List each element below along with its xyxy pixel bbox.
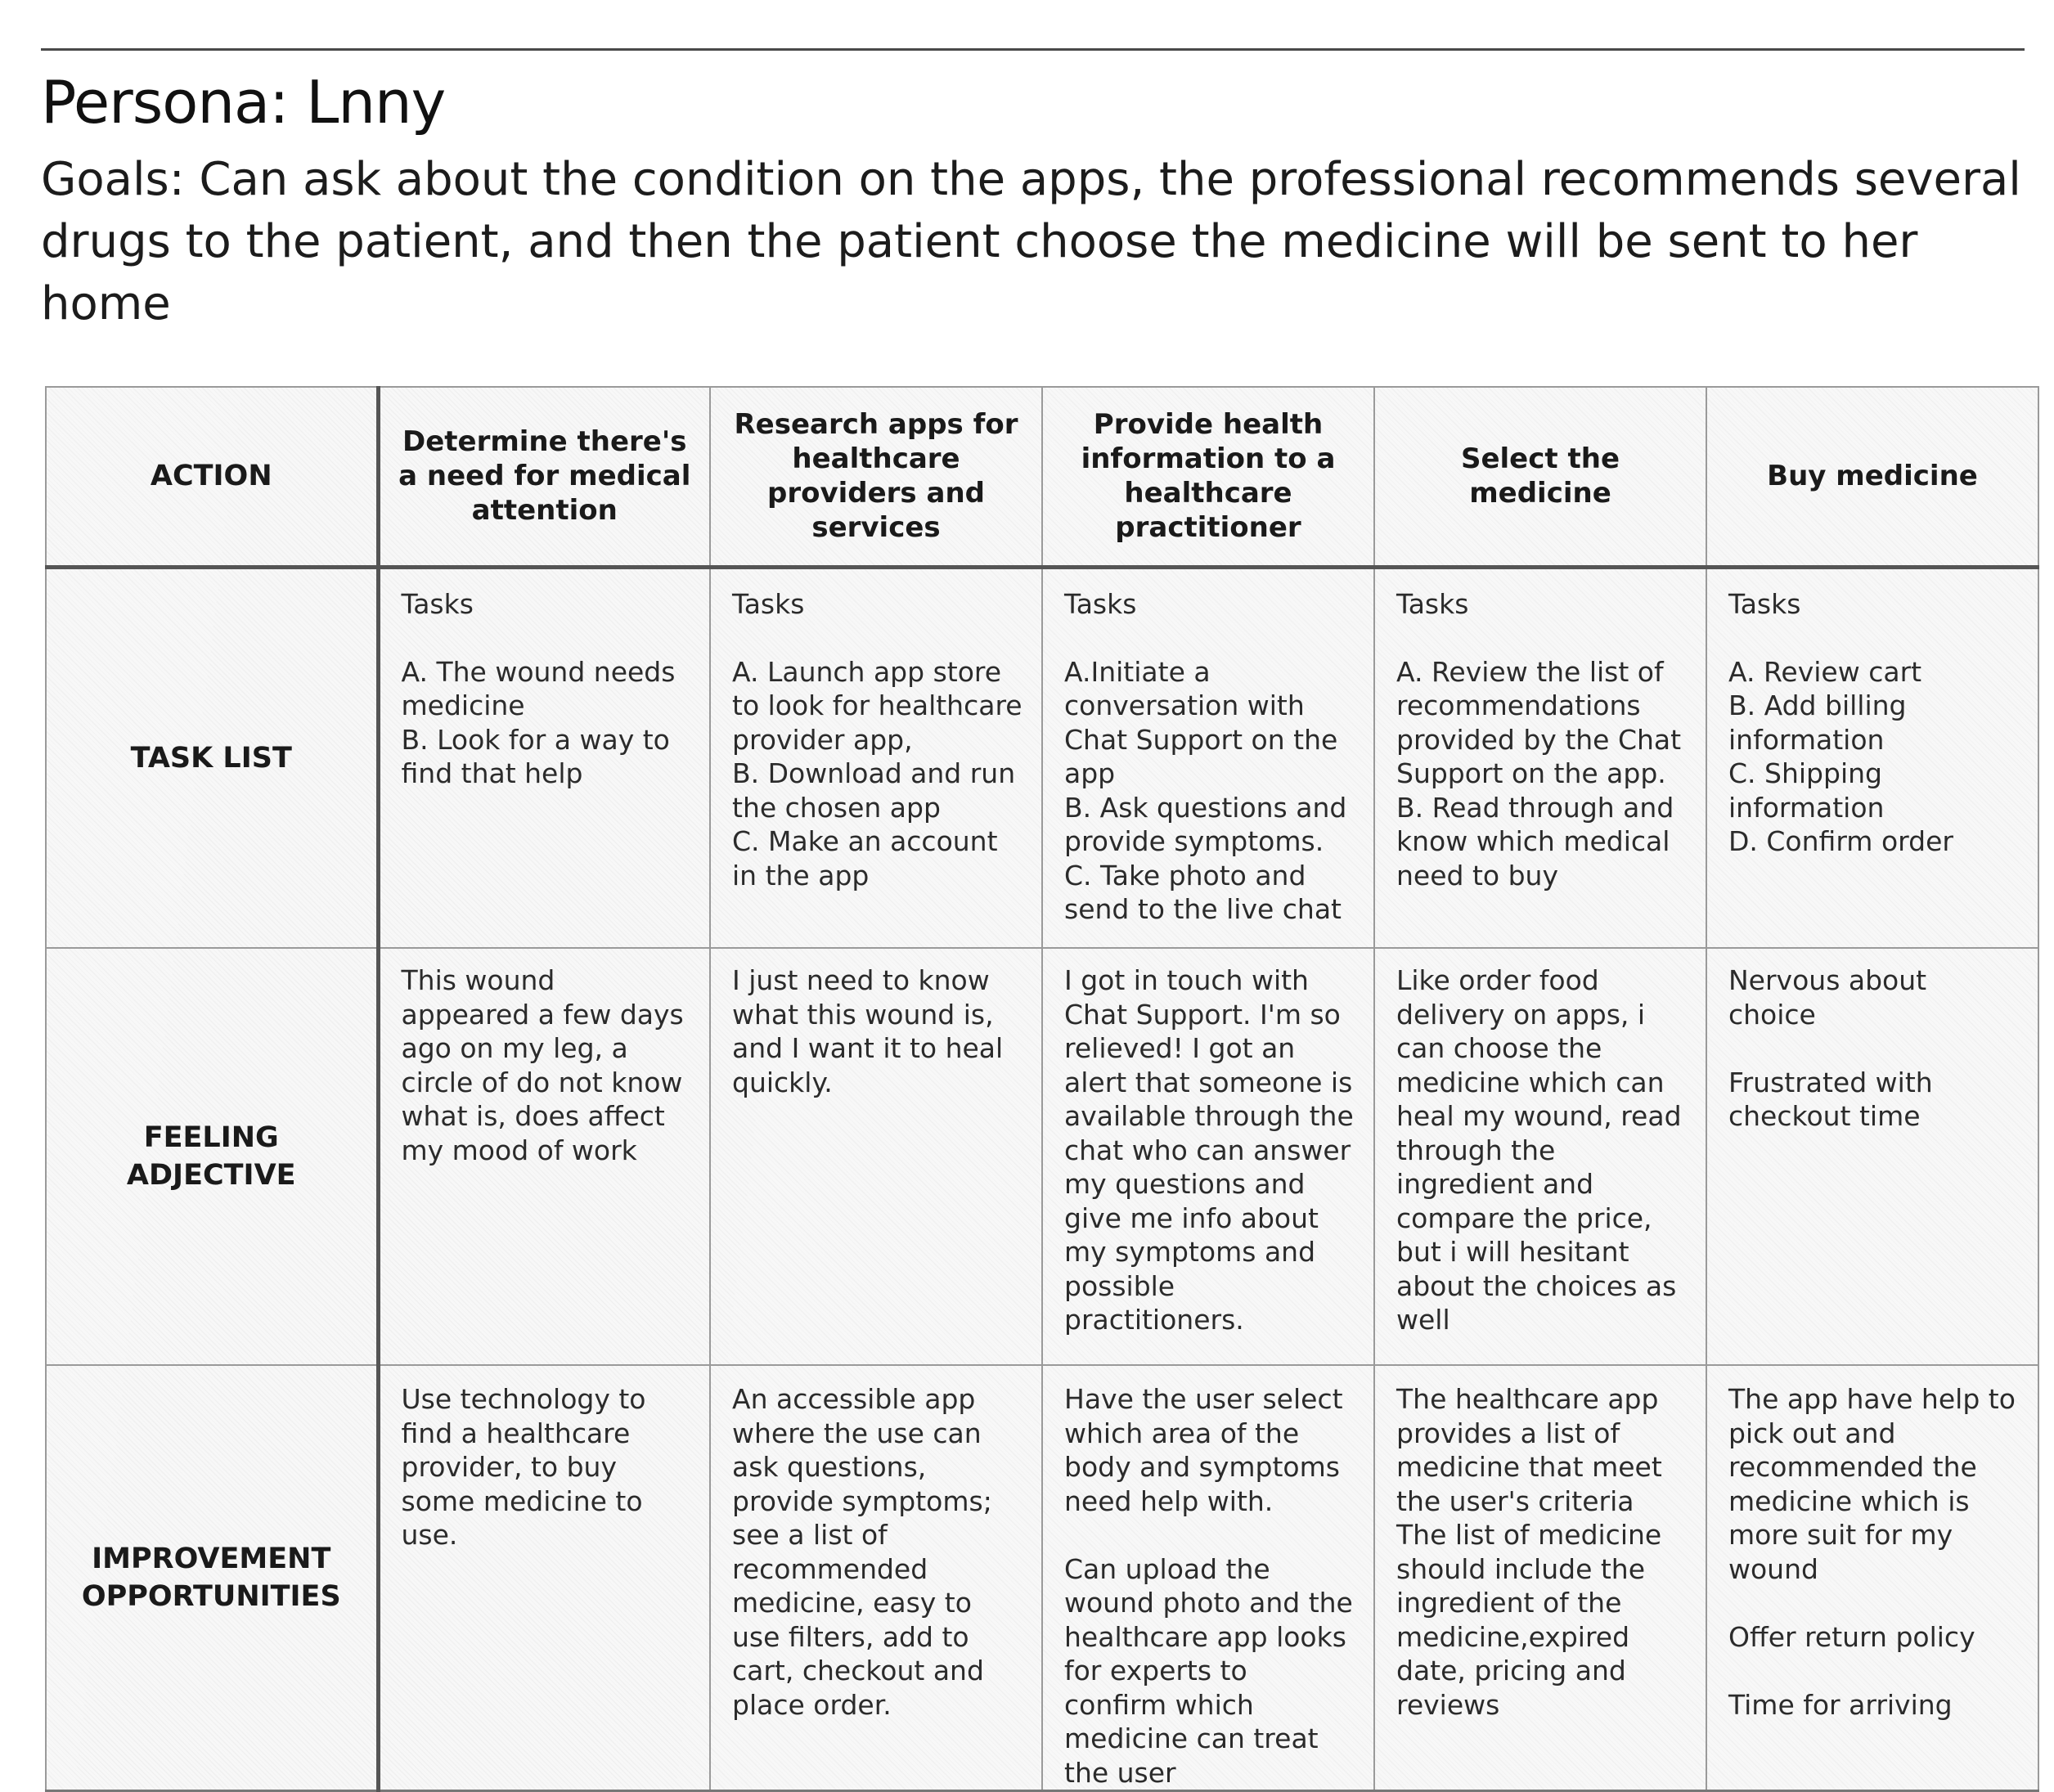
column-header bbox=[710, 387, 1042, 567]
feeling-adjective-label: FEELING ADJECTIVE bbox=[126, 1121, 296, 1192]
column-header-label: Research apps for healthcare providers and services bbox=[734, 408, 1018, 545]
persona-title: Persona: Lnny bbox=[41, 68, 446, 137]
row-header-cell bbox=[46, 1365, 378, 1791]
task-list-row bbox=[46, 567, 2038, 948]
table-cell bbox=[1706, 1365, 2038, 1791]
improvement-opportunities-row bbox=[46, 1365, 2038, 1791]
improvement-opportunities-label: IMPROVEMENT OPPORTUNITIES bbox=[81, 1543, 341, 1613]
cell-text: An accessible app where the use can ask questions, provide symptoms; see a list of recommended medicine, easy to use filters, add to cart, checkout and place order. bbox=[732, 1383, 992, 1721]
cell-text: Tasks A. Review cart B. Add billing information C. Shipping information D. Confirm order bbox=[1728, 587, 1953, 857]
table-cell bbox=[1374, 948, 1706, 1365]
action-label: ACTION bbox=[150, 460, 272, 493]
column-header bbox=[1042, 387, 1374, 567]
table-cell bbox=[710, 1365, 1042, 1791]
table-cell bbox=[1042, 1365, 1374, 1791]
table-cell bbox=[1374, 1365, 1706, 1791]
cell-text: Tasks A. The wound needs medicine B. Look for a way to find that help bbox=[401, 587, 676, 789]
table-cell bbox=[1706, 567, 2038, 948]
cell-text: Nervous about choice Frustrated with checkout time bbox=[1728, 964, 1933, 1132]
cell-text: Tasks A. Launch app store to look for healthcare provider app, B. Download and run the chosen app C. Make an account in the app bbox=[732, 587, 1023, 892]
row-header-cell bbox=[46, 567, 378, 948]
task-list-label: TASK LIST bbox=[130, 741, 292, 775]
cell-text: The healthcare app provides a list of medicine that meet the user's criteria The list of medicine should include the ingredient of the medicine,expired date, pricing and reviews bbox=[1396, 1383, 1662, 1721]
column-header bbox=[378, 387, 710, 567]
cell-text: Like order food delivery on apps, i can choose the medicine which can heal my wound, read through the ingredient and compare the price, but i will hesitant about the choices as well bbox=[1396, 964, 1682, 1336]
row-header-cell bbox=[46, 948, 378, 1365]
column-header bbox=[1706, 387, 2038, 567]
cell-text: Use technology to find a healthcare provider, to buy some medicine to use. bbox=[401, 1383, 646, 1551]
column-header-label: Buy medicine bbox=[1767, 460, 1978, 493]
table-cell bbox=[378, 1365, 710, 1791]
table-cell bbox=[1374, 567, 1706, 948]
journey-map-table bbox=[45, 386, 2039, 1792]
column-header-label: Determine there's a need for medical attention bbox=[398, 425, 691, 528]
cell-text: Tasks A.Initiate a conversation with Chat Support on the app B. Ask questions and provide symptoms. C. Take photo and send to the live chat bbox=[1064, 587, 1347, 925]
cell-text: This wound appeared a few days ago on my leg, a circle of do not know what is, does affect my mood of work bbox=[401, 964, 684, 1166]
table-cell bbox=[378, 567, 710, 948]
column-header-label: Provide health information to a healthcare practitioner bbox=[1081, 408, 1336, 545]
table-cell bbox=[710, 567, 1042, 948]
feeling-adjective-row bbox=[46, 948, 2038, 1365]
column-header bbox=[1374, 387, 1706, 567]
action-header-cell bbox=[46, 387, 378, 567]
table-cell bbox=[1042, 948, 1374, 1365]
table-cell bbox=[710, 948, 1042, 1365]
table-cell bbox=[1042, 567, 1374, 948]
table-cell bbox=[1706, 948, 2038, 1365]
cell-text: Tasks A. Review the list of recommendations provided by the Chat Support on the app. B. Read through and know which medical need to buy bbox=[1396, 587, 1682, 892]
header-rule bbox=[41, 48, 2025, 51]
column-header-label: Select the medicine bbox=[1460, 442, 1620, 510]
cell-text: Have the user select which area of the body and symptoms need help with. Can upload the wound photo and the healthcare app looks for experts to confirm which medicine can treat the user bbox=[1064, 1383, 1353, 1789]
action-header-row bbox=[46, 387, 2038, 567]
cell-text: I got in touch with Chat Support. I'm so relieved! I got an alert that someone is available through the chat who can answer my questions and give me info about my symptoms and possible practitioners. bbox=[1064, 964, 1354, 1336]
cell-text: I just need to know what this wound is, and I want it to heal quickly. bbox=[732, 964, 1004, 1098]
cell-text: The app have help to pick out and recommended the medicine which is more suit for my wound Offer return policy Time for arriving bbox=[1728, 1383, 2016, 1721]
table-cell bbox=[378, 948, 710, 1365]
persona-goals: Goals: Can ask about the condition on the apps, the professional recommends several drugs to the patient, and then the patient choose the medicine will be sent to her home bbox=[41, 153, 2021, 330]
